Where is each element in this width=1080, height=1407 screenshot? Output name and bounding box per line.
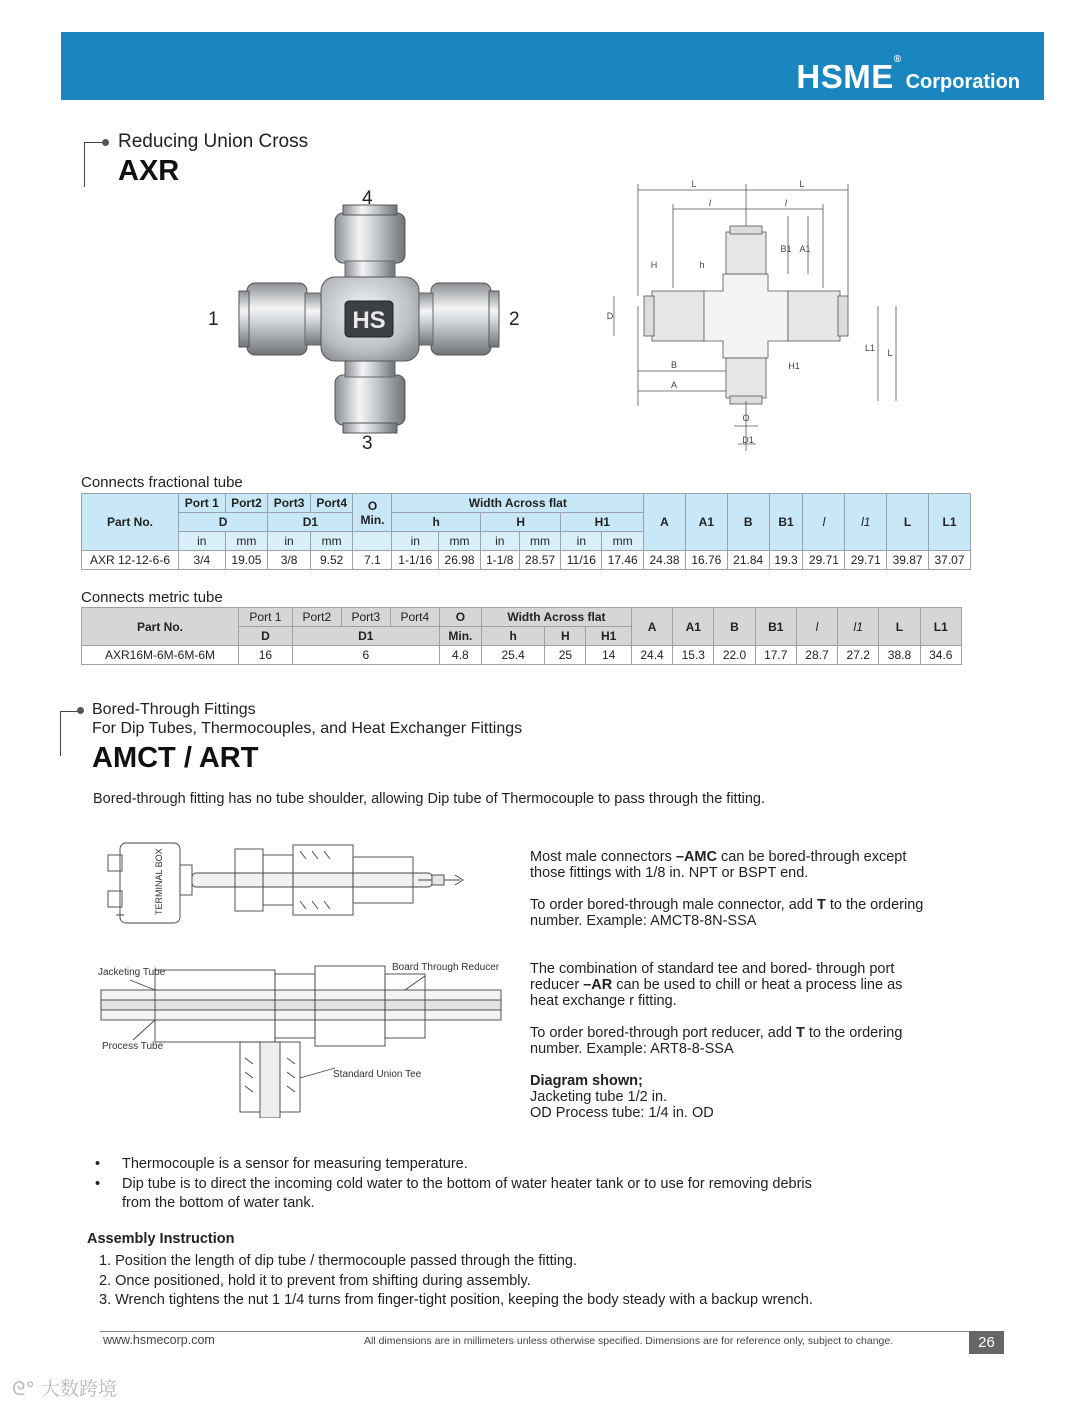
port-number-3: 3 [362,433,373,454]
unit-blank [353,532,392,551]
th-L1: L1 [929,494,971,551]
dim-L-right: L [799,179,805,189]
th-H: H [545,627,586,646]
text-run: OD Process tube: 1/4 in. OD [530,1105,714,1121]
list-item: 2. Once positioned, hold it to prevent from shifting during assembly. [99,1272,531,1289]
text-run: can be bored-through except [716,849,907,865]
th-o-min [353,494,392,532]
th-L1: L1 [920,608,961,646]
dim-L1: L1 [864,343,876,353]
table-cell: 11/16 [561,551,602,570]
unit-in: in [268,532,311,551]
table-cell: 4.8 [439,646,481,665]
unit-mm: mm [439,532,481,551]
th-h: h [481,627,544,646]
text-run: Dip tube is to direct the incoming cold water to the bottom of water heater tank or to use for removing debris [122,1175,812,1192]
section2-sublabel: For Dip Tubes, Thermocouples, and Heat Exchanger Fittings [92,720,523,737]
bullet-list [95,1155,895,1214]
table-cell: 39.87 [887,551,929,570]
section2-title: AMCT / ART [92,742,259,774]
description-amc [530,849,970,929]
process-tube-label: Process Tube [102,1041,164,1052]
th-D1: D1 [292,627,439,646]
table-cell: 25.4 [481,646,544,665]
cell-part-no: AXR 12-12-6-6 [82,551,179,570]
table-cell: 27.2 [838,646,879,665]
text-run: –AMC [675,849,717,865]
th-L: L [879,608,920,646]
table-cell: 28.7 [796,646,837,665]
th-port4: Port4 [390,608,439,627]
th-B: B [714,608,755,646]
th-l: l [796,608,837,646]
th-l: l [803,494,845,551]
bullet-dot [102,139,109,146]
table-cell: 29.71 [845,551,887,570]
text-run: those fittings with 1/8 in. NPT or BSPT end. [530,865,809,881]
section-label: Reducing Union Cross [118,131,309,152]
section-title: AXR [118,155,180,187]
union-cross-photo [195,185,535,455]
th-part-no: Part No. [82,608,239,646]
port-number-2: 2 [509,309,520,330]
th-min: Min. [439,627,481,646]
th-H: H [480,513,561,532]
th-port3: Port3 [341,608,390,627]
table-cell: 19.3 [769,551,803,570]
unit-mm: mm [602,532,644,551]
dim-O: O [742,413,750,423]
table2-caption: Connects metric tube [81,589,223,606]
assembly-title: Assembly Instruction [87,1231,235,1247]
table-cell: 38.8 [879,646,920,665]
technical-drawing [598,176,908,456]
table-cell: 28.57 [519,551,561,570]
th-D: D [239,627,293,646]
th-L: L [887,494,929,551]
th-width-across-flat: Width Across flat [481,608,631,627]
header-banner [61,32,1044,100]
diagram-shown-heading: Diagram shown; [530,1073,643,1089]
table-cell: 16 [239,646,293,665]
port-number-1: 1 [208,309,219,330]
list-item: 1. Position the length of dip tube / thermocouple passed through the fitting. [99,1253,578,1269]
registered-mark: ® [893,54,902,65]
th-A1: A1 [673,608,714,646]
footer-note: All dimensions are in millimeters unless otherwise specified. Dimensions are for reference only, subject to change. [364,1335,894,1347]
reducer-label: Board Through Reducer [392,962,500,973]
th-D: D [179,513,268,532]
dim-B: B [670,360,678,370]
table-cell: 19.05 [225,551,268,570]
th-port4: Port4 [310,494,353,513]
dim-B1: B1 [780,244,792,254]
dim-L-left: L [691,179,697,189]
dim-L-vertical: L [887,348,893,358]
table-cell: 16.76 [685,551,727,570]
th-port1: Port 1 [179,494,226,513]
table-cell: 1-1/16 [392,551,439,570]
th-B1: B1 [769,494,803,551]
table-cell: 29.71 [803,551,845,570]
brand-corp: Corporation [905,71,1020,93]
text-run: from the bottom of water tank. [122,1195,315,1211]
th-h: h [392,513,480,532]
text-run: heat exchange r fitting. [530,993,677,1009]
list-item: • Dip tube is to direct the incoming cold water to the bottom of water heater tank or to use for removing debris [95,1175,812,1192]
text-run: The combination of standard tee and bored- through port [530,961,895,977]
cell-part-no: AXR16M-6M-6M-6M [82,646,239,665]
text-run: Jacketing tube 1/2 in. [530,1089,668,1105]
th-D1: D1 [268,513,353,532]
th-A1: A1 [685,494,727,551]
table-cell: 1-1/8 [480,551,519,570]
text-run: T [816,897,826,913]
list-item: 3. Wrench tightens the nut 1 1/4 turns from finger-tight position, keeping the body steady with a backup wrench. [99,1292,813,1308]
watermark [12,1374,117,1401]
th-o: O [367,498,378,513]
table-cell: 7.1 [353,551,392,570]
table-cell: 6 [292,646,439,665]
table-cell: 17.46 [602,551,644,570]
assembly-steps [99,1252,919,1311]
unit-mm: mm [310,532,353,551]
table-cell: 26.98 [439,551,481,570]
text-run: to the ordering [825,897,924,913]
text-run: To order bored-through male connector, add [530,897,817,913]
table-row [82,646,962,665]
dim-l-right: l [785,198,787,208]
th-A: A [631,608,672,646]
table-cell: 34.6 [920,646,961,665]
table1-caption: Connects fractional tube [81,474,243,491]
tee-label: Standard Union Tee [333,1069,422,1080]
text-run: T [796,1025,805,1041]
dim-D1: D1 [742,435,754,445]
section2-intro: Bored-through fitting has no tube shoulder, allowing Dip tube of Thermocouple to pass through the fitting. [93,791,765,807]
unit-in: in [392,532,439,551]
th-l1: l1 [838,608,879,646]
th-width-across-flat: Width Across flat [392,494,644,513]
table-cell: 14 [586,646,632,665]
description-ar [530,961,970,1121]
unit-in: in [480,532,519,551]
watermark-logo-icon: ᘓ° [12,1378,35,1400]
section-bracket [84,142,107,187]
jacketing-tee-diagram [95,958,515,1118]
metric-spec-table [81,607,962,665]
dim-A1: A1 [799,244,811,254]
footer-url[interactable]: www.hsmecorp.com [103,1333,215,1347]
brand-name: HSME [796,58,894,95]
brand-logo [796,54,1020,96]
body-marking: HS [352,307,386,334]
unit-in: in [561,532,602,551]
list-item: • Thermocouple is a sensor for measuring temperature. [95,1156,468,1172]
table-cell: 3/8 [268,551,311,570]
jacketing-tube-label: Jacketing Tube [98,967,166,978]
port-number-4: 4 [362,188,373,209]
bullet-dot [77,707,84,714]
th-l1: l1 [845,494,887,551]
text-run: To order bored-through port reducer, add [530,1025,796,1041]
th-o: O [439,608,481,627]
unit-mm: mm [225,532,268,551]
th-B: B [727,494,769,551]
text-run: Most male connectors [530,849,676,865]
page-number: 26 [969,1331,1004,1354]
table-cell: 21.84 [727,551,769,570]
th-port2: Port2 [292,608,341,627]
th-port3: Port3 [268,494,311,513]
table-cell: 22.0 [714,646,755,665]
dim-h: h [699,260,705,270]
table-cell: 15.3 [673,646,714,665]
table-cell: 3/4 [179,551,226,570]
unit-in: in [179,532,226,551]
text-run: –AR [583,977,613,993]
text-run: to the ordering [804,1025,903,1041]
table-cell: 25 [545,646,586,665]
th-part-no: Part No. [82,494,179,551]
dim-H1: H1 [788,361,800,371]
text-run: Thermocouple is a sensor for measuring temperature. [122,1156,468,1172]
text-run: number. Example: ART8-8-SSA [530,1041,734,1057]
dim-A: A [670,380,678,390]
dim-D: D [606,311,614,321]
dim-H: H [650,260,658,270]
fractional-spec-table [81,493,971,570]
text-run: reducer [530,977,584,993]
th-A: A [644,494,686,551]
text-run: number. Example: AMCT8-8N-SSA [530,913,757,929]
table-cell: 37.07 [929,551,971,570]
th-H1: H1 [586,627,632,646]
unit-mm: mm [519,532,561,551]
table-cell: 9.52 [310,551,353,570]
table-row [82,551,971,570]
section2-label: Bored-Through Fittings [92,701,256,718]
terminal-box-label: TERMINAL BOX [154,848,164,915]
th-H1: H1 [561,513,644,532]
footer-divider [100,1331,1002,1332]
watermark-text: 大数跨境 [40,1378,117,1400]
text-run: can be used to chill or heat a process line as [612,977,903,993]
bored-through-connector-diagram [100,835,480,925]
th-port2: Port2 [225,494,268,513]
dim-l-left: l [709,198,711,208]
th-min: Min. [360,512,385,527]
table-cell: 24.38 [644,551,686,570]
th-B1: B1 [755,608,796,646]
table-cell: 17.7 [755,646,796,665]
th-port1: Port 1 [239,608,293,627]
table-cell: 24.4 [631,646,672,665]
section-bracket [60,711,79,756]
